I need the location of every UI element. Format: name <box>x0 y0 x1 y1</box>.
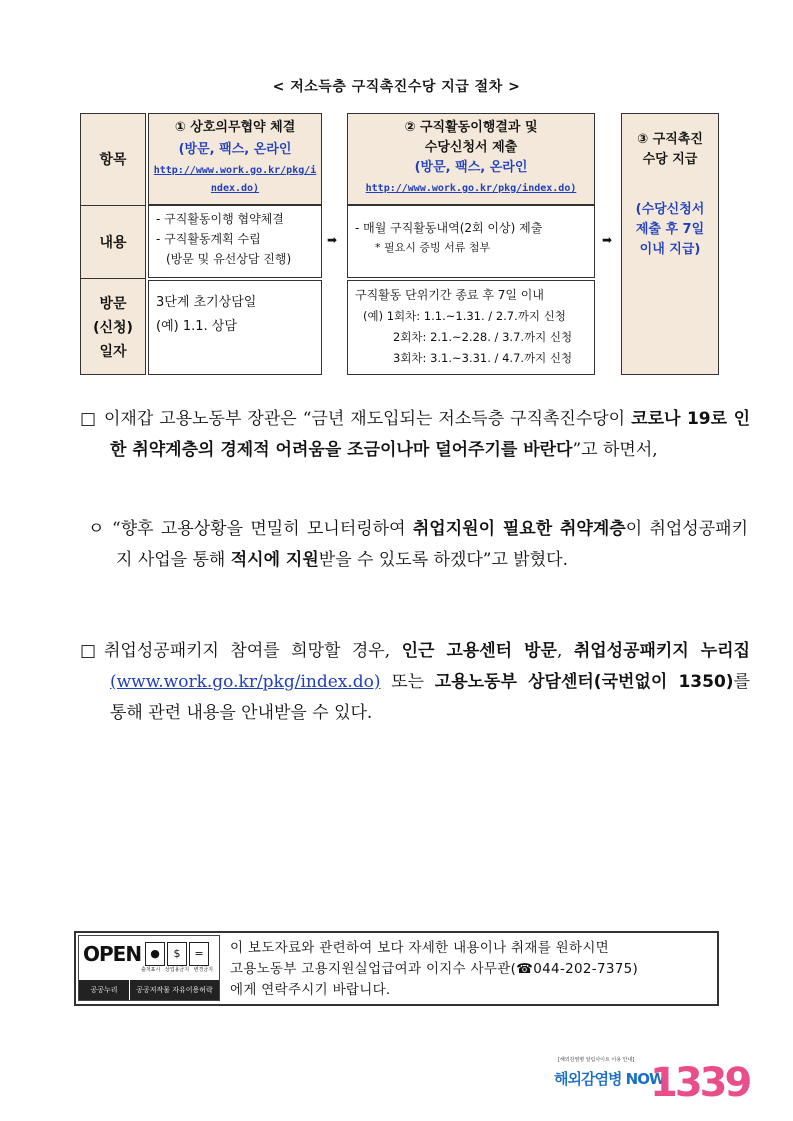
step2-visit <box>347 280 595 375</box>
license-icon-label: 변경금지 <box>193 967 213 973</box>
step1-header <box>148 113 322 205</box>
step2-content-line: - 매월 구직활동내역(2회 이상) 제출 <box>355 221 543 235</box>
row-label-visit-line: 방문 <box>99 295 127 312</box>
step2-visit-line: 구직활동 단위기간 종료 후 7일 이내 <box>355 288 544 302</box>
step3-note-line: 이내 지급) <box>639 242 701 257</box>
step3-title-line1: ③ 구직촉진 <box>637 132 703 147</box>
step1-visit <box>148 280 322 375</box>
logo-number-text: 1339 <box>650 1060 750 1106</box>
para-bold: 코로나 19로 인한 취약계층의 경제적 어려움을 조금이나마 덜어주기를 바란다 <box>110 409 750 460</box>
kogl-open-license-badge <box>78 935 220 1001</box>
page-title: < 저소득층 구직촉진수당 지급 절차 > <box>272 79 521 95</box>
contact-line: 이 보도자료와 관련하여 보다 자세한 내용이나 취재를 원하시면 <box>230 940 610 956</box>
para-text: 를 통해 관련 내용을 안내받을 수 있다. <box>110 672 750 723</box>
divider <box>80 278 146 279</box>
logo-tagline: [해외감염병 알림사이트 이용 안내] <box>558 1057 635 1063</box>
step1-content-line: (방문 및 유선상담 진행) <box>166 252 292 266</box>
step3-title-line2: 수당 지급 <box>642 152 698 167</box>
para-bold: 적시에 지원 <box>230 550 319 570</box>
para-text: 이 취업성공패키지 사업을 통해 <box>116 519 748 570</box>
checkbox-bullet-icon: □ <box>80 641 97 661</box>
row-label-visit-line: (신청) <box>93 319 133 336</box>
para-text: 받을 수 있도록 하겠다”고 밝혔다. <box>318 550 568 570</box>
row-label-visit-line: 일자 <box>99 343 127 360</box>
para-bold: 고용노동부 상담센터(국번없이 1350) <box>434 672 734 692</box>
contact-line: 고용노동부 고용지원실업급여과 이지수 사무관(☎044-202-7375) <box>230 961 639 977</box>
para-bold: 취업지원이 필요한 취약계층 <box>412 519 626 539</box>
para-text: 취업성공패키지 참여를 희망할 경우, <box>104 641 402 661</box>
overseas-infection-1339-logo <box>550 1056 750 1116</box>
step2-title-line2: 수당신청서 제출 <box>424 140 518 155</box>
contact-text <box>230 938 720 1001</box>
website-link[interactable]: (www.work.go.kr/pkg/index.do) <box>110 672 381 692</box>
paragraph-support-plan <box>88 514 748 576</box>
license-footer-right: 공공저작물 자유이용허락 <box>136 986 213 994</box>
para-bold: 인근 고용센터 방문 <box>401 641 557 661</box>
step1-url-line2[interactable]: ndex.do) <box>210 183 260 194</box>
circle-bullet-icon: ㅇ <box>88 519 105 539</box>
license-footer-bar <box>79 980 219 1000</box>
step2-content <box>347 205 595 278</box>
step2-visit-line: 3회차: 3.1.~3.31. / 4.7.까지 신청 <box>393 351 573 365</box>
para-text: ”고 하면서, <box>572 440 658 460</box>
para-text: , <box>556 641 574 661</box>
step3-note-line: (수당신청서 <box>635 202 705 217</box>
license-icon-label: 상업용금지 <box>164 967 190 973</box>
step2-visit-line: 2회차: 2.1.~2.28. / 3.7.까지 신청 <box>393 330 573 344</box>
paragraph-how-to-apply <box>80 636 750 729</box>
step2-visit-line: (예) 1회차: 1.1.~1.31. / 2.7.까지 신청 <box>363 309 566 323</box>
step1-visit-line: 3단계 초기상담일 <box>156 295 257 310</box>
step1-url-line1[interactable]: http://www.work.go.kr/pkg/i <box>153 165 317 176</box>
para-text: 이재갑 고용노동부 장관은 “금년 재도입되는 저소득층 구직촉진수당이 <box>104 409 632 429</box>
row-label-visit <box>80 280 146 375</box>
step1-visit-line: (예) 1.1. 상담 <box>156 319 237 334</box>
logo-number <box>650 1060 749 1106</box>
row-label-item: 항목 <box>99 152 127 168</box>
no-derivatives-icon: = <box>189 942 209 966</box>
step2-url[interactable]: http://www.work.go.kr/pkg/index.do) <box>365 183 577 194</box>
license-footer-left: 공공누리 <box>79 980 130 1000</box>
step2-channels: (방문, 팩스, 온라인 <box>414 160 528 175</box>
para-bold: 취업성공패키지 누리집 <box>573 641 751 661</box>
paragraph-minister-quote <box>80 404 750 466</box>
open-logo-text: OPEN <box>83 942 142 966</box>
license-icon-label: 출처표시 <box>141 967 161 973</box>
step2-title-line1: ② 구직활동이행결과 및 <box>404 120 538 135</box>
arrow-right-icon: ➡ <box>602 233 613 247</box>
step1-content <box>148 205 322 278</box>
para-text: 또는 <box>380 672 435 692</box>
step2-header <box>347 113 595 205</box>
step1-content-line: - 구직활동이행 협약체결 <box>156 212 284 226</box>
step3-box <box>621 113 719 375</box>
step1-content-line: - 구직활동계획 수립 <box>156 232 261 246</box>
noncommercial-icon: $ <box>167 942 187 966</box>
step1-title: ① 상호의무협약 체결 <box>174 120 296 135</box>
row-label-content: 내용 <box>99 234 127 251</box>
contact-line: 에게 연락주시기 바랍니다. <box>230 982 391 998</box>
logo-name: 해외감염병 NOW <box>554 1070 665 1088</box>
step3-note-line: 제출 후 7일 <box>635 222 705 237</box>
attribution-icon: ● <box>145 942 165 966</box>
checkbox-bullet-icon: □ <box>80 409 97 429</box>
para-text: “향후 고용상황을 면밀히 모니터링하여 <box>112 519 413 539</box>
arrow-right-icon: ➡ <box>327 233 338 247</box>
license-icon-labels <box>141 966 213 973</box>
step2-content-note: * 필요시 증빙 서류 첨부 <box>375 241 491 254</box>
step1-channels: (방문, 팩스, 온라인 <box>178 142 292 157</box>
